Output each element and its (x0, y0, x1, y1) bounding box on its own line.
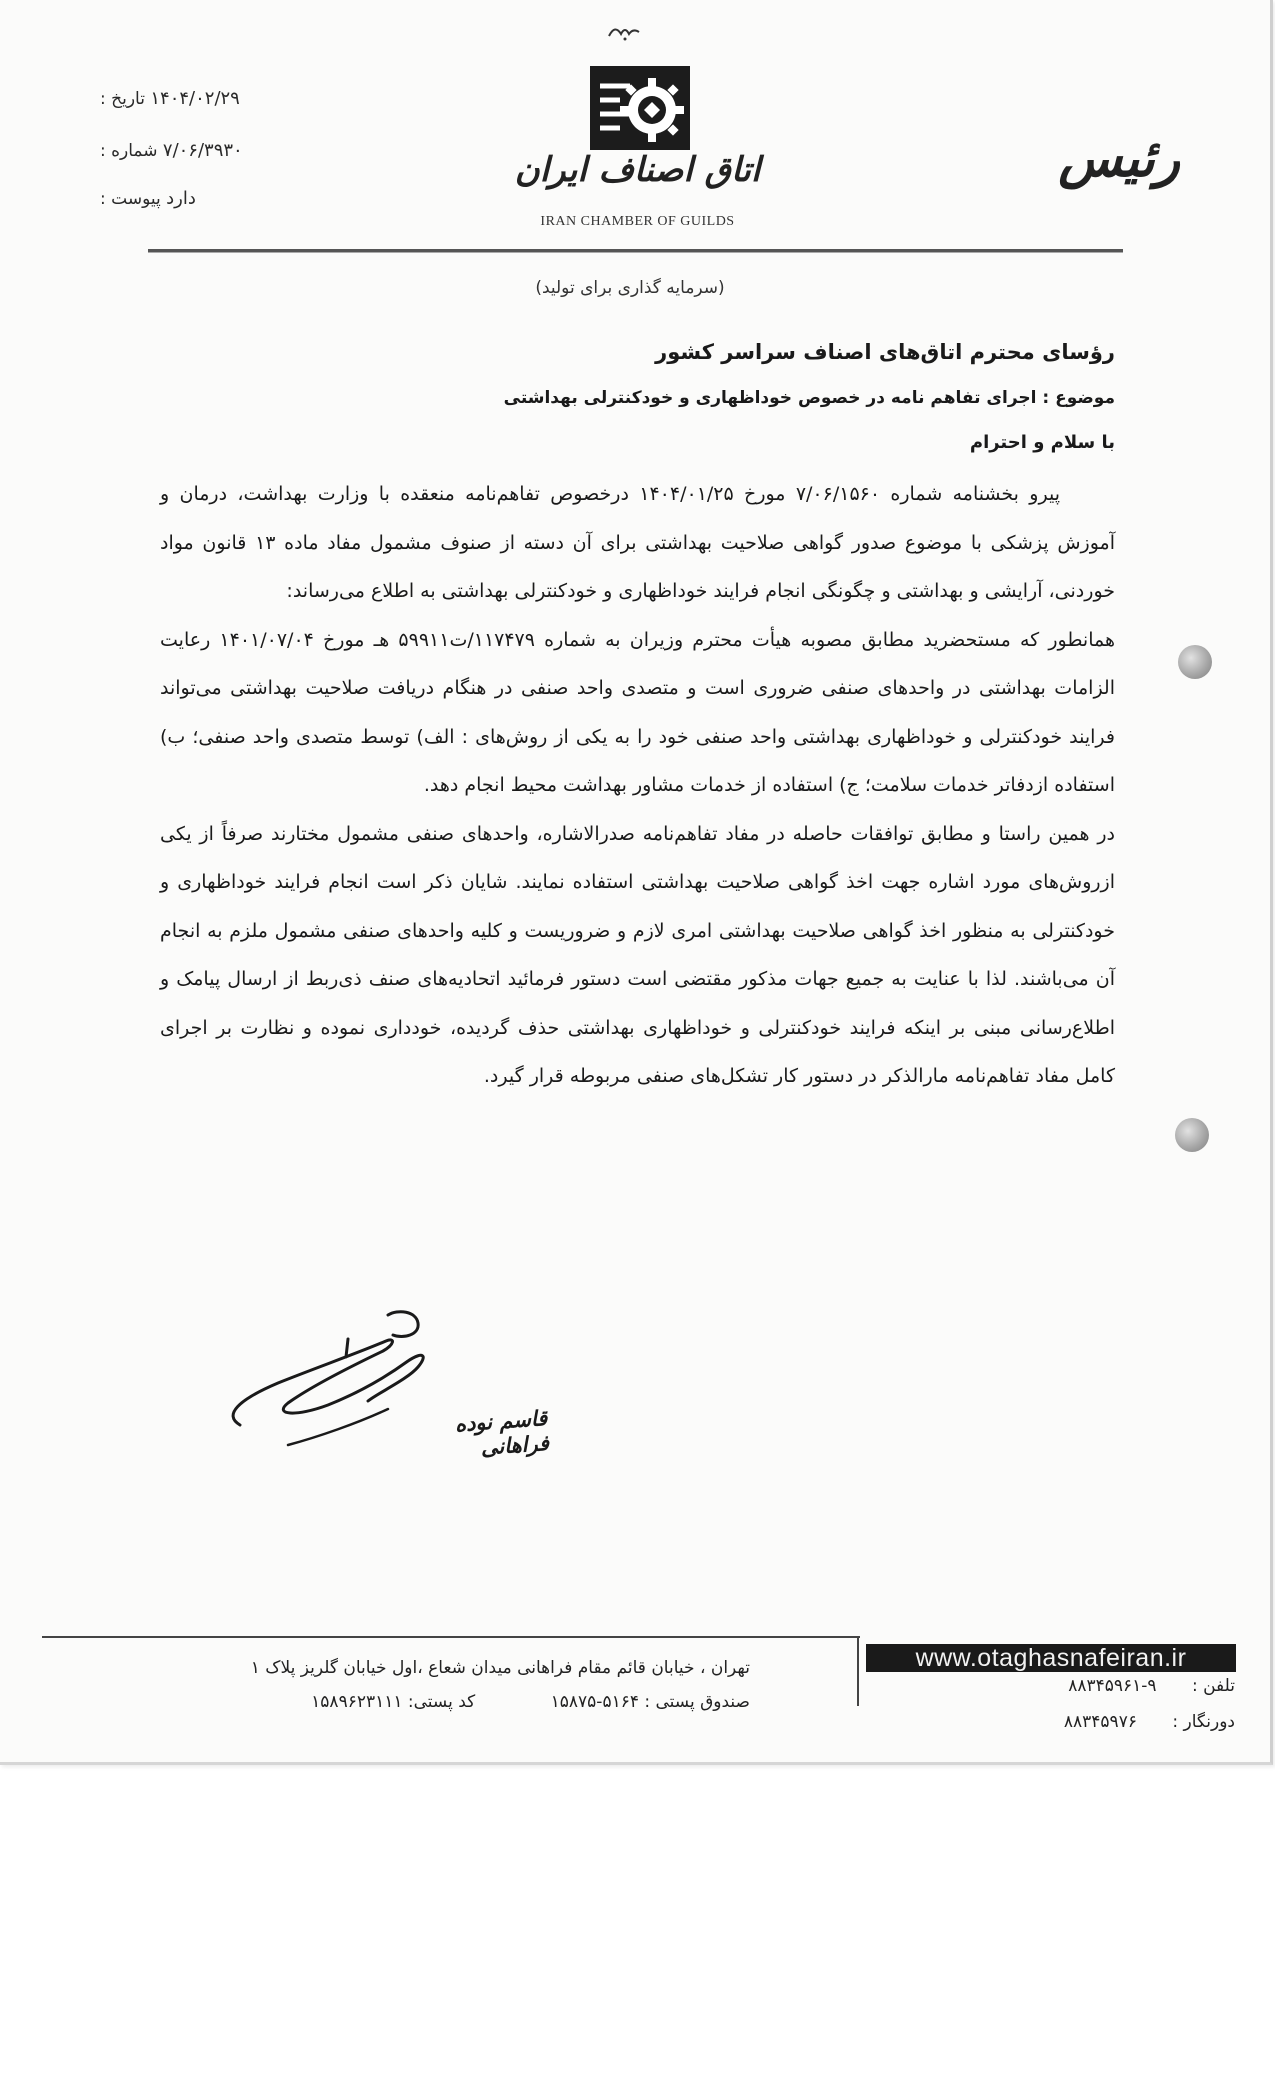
number-value: ۷/۰۶/۳۹۳۰ (162, 140, 243, 161)
letter-number (100, 140, 300, 161)
sender-title: رئیس (1058, 128, 1180, 189)
letter-attachment (100, 188, 300, 209)
chamber-logo-icon (590, 66, 690, 150)
slogan: (سرمایه گذاری برای تولید) (535, 278, 725, 298)
body-paragraph: همانطور که مستحضرید مطابق مصوبه هیأت محترم وزیران به شماره ۱۱۷۴۷۹/ت۵۹۹۱۱ هـ مورخ ۱۴۰۱/۰۷/۰۴ رعایت الزامات بهداشتی در واحدهای صنفی ضروری است و متصدی واحد صنفی در هنگام دریافت صلاحیت بهداشتی می‌تواند فرایند خودکنترلی و خوداظهاری بهداشتی واحد صنفی خود را به یکی از روش‌های : الف) توسط متصدی واحد صنفی؛ ب) استفاده ازدفاتر خدمات سلامت؛ ج) استفاده از خدمات مشاور بهداشت محیط انجام دهد. (160, 628, 1116, 796)
postal-code-label: کد پستی: (407, 1692, 476, 1712)
punch-hole (1178, 645, 1212, 679)
footer-divider (42, 1636, 860, 1638)
postal-code-value: ۱۵۸۹۶۲۳۱۱۱ (311, 1692, 403, 1712)
header-divider (148, 249, 1123, 253)
fax-label: دورنگار : (1172, 1712, 1235, 1732)
punch-hole (1175, 1118, 1209, 1152)
organization-name-fa: اتاق اصناف ایران (514, 150, 761, 190)
footer-phone (850, 1676, 1235, 1696)
footer-address: تهران ، خیابان قائم مقام فراهانی میدان شعاع ،اول خیابان گلریز پلاک ۱ (250, 1658, 750, 1678)
bismillah-mark-icon (605, 20, 645, 42)
body-paragraph: پیرو بخشنامه شماره ۷/۰۶/۱۵۶۰ مورخ ۱۴۰۴/۰۱/۲۵ درخصوص تفاهم‌نامه منعقده با وزارت بهداشت، درمان و آموزش پزشکی با موضوع صدور گواهی صلاحیت بهداشتی برای آن دسته از صنوف مشمول مفاد ماده ۱۳ قانون مواد خوردنی، آرایشی و بهداشتی و چگونگی انجام فرایند خوداظهاری و خودکنترلی بهداشتی به اطلاع می‌رساند: (160, 483, 1115, 602)
footer-fax (850, 1712, 1235, 1732)
number-label: شماره : (100, 141, 158, 161)
subject-line: موضوع : اجرای تفاهم نامه در خصوص خوداظهاری و خودکنترلی بهداشتی (503, 388, 1115, 408)
phone-label: تلفن : (1191, 1676, 1235, 1696)
greeting-line: با سلام و احترام (969, 432, 1115, 453)
date-label: تاریخ : (100, 89, 145, 109)
attachment-value: دارد (166, 188, 196, 209)
fax-value: ۸۸۳۴۵۹۷۶ (1063, 1712, 1137, 1732)
date-value: ۱۴۰۴/۰۲/۲۹ (150, 88, 240, 109)
po-box-value: ۱۵۸۷۵-۵۱۶۴ (550, 1692, 639, 1712)
po-box-label: صندوق پستی : (644, 1692, 750, 1712)
letter-date (100, 88, 300, 109)
signer-name: قاسم نوده فراهانی (454, 1405, 550, 1460)
footer-postal-info (50, 1692, 750, 1712)
website-link[interactable]: www.otaghasnafeiran.ir (866, 1644, 1236, 1672)
body-paragraph: در همین راستا و مطابق توافقات حاصله در مفاد تفاهم‌نامه صدرالاشاره، واحدهای صنفی مشمول مختارند صرفاً از یکی ازروش‌های مورد اشاره جهت اخذ گواهی صلاحیت بهداشتی استفاده نمایند. شایان ذکر است انجام فرایند خوداظهاری و خودکنترلی به منظور اخذ گواهی صلاحیت بهداشتی امری لازم و ضروریست و کلیه واحدهای صنفی مشمول ملزم به انجام آن می‌باشند. لذا با عنایت به جمیع جهات مذکور مقتضی است دستور فرمائید اتحادیه‌های صنف ذی‌ربط از ارسال پیامک و اطلاع‌رسانی مبنی بر اینکه فرایند خودکنترلی و خوداظهاری بهداشتی حذف گردیده، خودداری نموده و نظارت بر اجرای کامل مفاد تفاهم‌نامه مارالذکر در دستور کار تشکل‌های صنفی مربوطه قرار گیرد. (160, 822, 1115, 1087)
recipient-line: رؤسای محترم اتاق‌های اصناف سراسر کشور (655, 340, 1115, 364)
letter-body (160, 470, 1115, 1101)
phone-value: ۸۸۳۴۵۹۶۱-۹ (1068, 1676, 1157, 1696)
attachment-label: پیوست : (100, 189, 161, 209)
organization-name-en: IRAN CHAMBER OF GUILDS (540, 214, 735, 229)
